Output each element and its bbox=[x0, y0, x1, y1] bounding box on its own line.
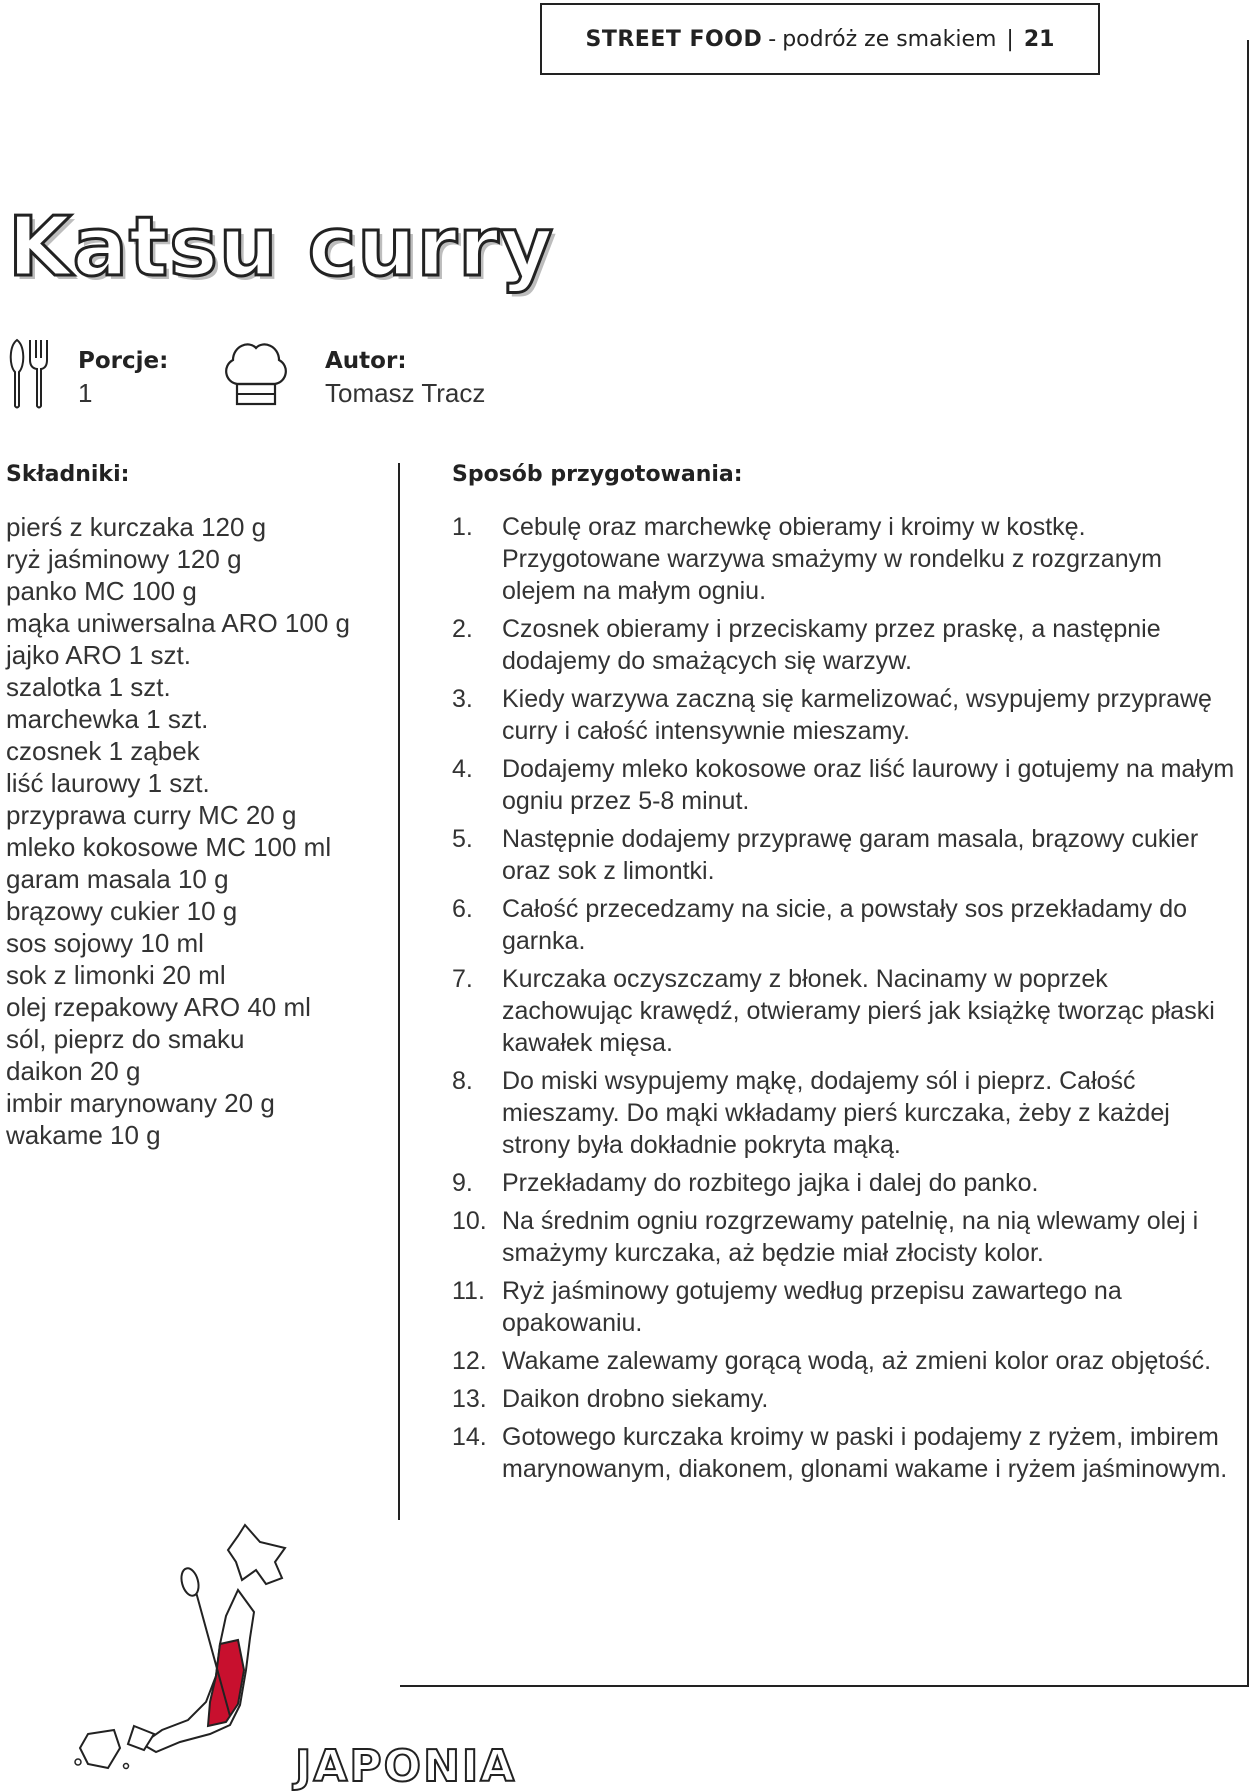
ingredient-item: liść laurowy 1 szt. bbox=[6, 768, 210, 798]
step-text: Przekładamy do rozbitego jajka i dalej do panko. bbox=[502, 1169, 1039, 1197]
step-item bbox=[452, 1421, 1237, 1485]
step-number: 5. bbox=[452, 825, 473, 853]
step-text: Dodajemy mleko kokosowe oraz liść laurowy i gotujemy na małym ogniu przez 5-8 minut. bbox=[502, 755, 1235, 815]
step-number: 3. bbox=[452, 685, 473, 713]
step-text: Na średnim ogniu rozgrzewamy patelnię, na nią wlewamy olej i smażymy kurczaka, aż będzie miał złocisty kolor. bbox=[502, 1207, 1199, 1267]
step-text: Kurczaka oczyszczamy z błonek. Nacinamy w poprzek zachowując krawędź, otwieramy pierś jak książkę tworząc płaski kawałek mięsa. bbox=[502, 965, 1215, 1057]
page-number: 21 bbox=[1023, 26, 1055, 52]
step-text: Cebulę oraz marchewkę obieramy i kroimy w kostkę. Przygotowane warzywa smażymy w rondelku z rozgrzanym olejem na małym ogniu. bbox=[502, 513, 1162, 605]
preparation-heading: Sposób przygotowania: bbox=[452, 462, 743, 487]
step-text: Ryż jaśminowy gotujemy według przepisu zawartego na opakowaniu. bbox=[502, 1277, 1122, 1337]
ingredient-item: mleko kokosowe MC 100 ml bbox=[6, 832, 332, 862]
author-label: Autor: bbox=[325, 348, 407, 374]
ingredient-item: mąka uniwersalna ARO 100 g bbox=[6, 608, 350, 638]
step-number: 11. bbox=[452, 1277, 485, 1305]
step-item bbox=[452, 613, 1237, 677]
portions-value: 1 bbox=[78, 378, 93, 408]
step-item bbox=[452, 511, 1237, 607]
step-number: 13. bbox=[452, 1385, 487, 1413]
ingredient-item: sok z limonki 20 ml bbox=[6, 960, 226, 990]
ingredient-item: ryż jaśminowy 120 g bbox=[6, 544, 242, 574]
ingredient-item: garam masala 10 g bbox=[6, 864, 229, 894]
author-value: Tomasz Tracz bbox=[325, 378, 486, 408]
step-text: Następnie dodajemy przyprawę garam masala, brązowy cukier oraz sok z limontki. bbox=[502, 825, 1199, 885]
step-number: 6. bbox=[452, 895, 473, 923]
ingredients-heading: Składniki: bbox=[6, 462, 130, 487]
ingredient-item: pierś z kurczaka 120 g bbox=[6, 512, 267, 542]
ingredients-list bbox=[6, 511, 386, 1151]
step-text: Do miski wsypujemy mąkę, dodajemy sól i pieprz. Całość mieszamy. Do mąki wkładamy pierś kurczaka, żeby z każdej strony była dokładnie pokryta mąką. bbox=[502, 1067, 1170, 1159]
cutlery-icon bbox=[8, 338, 48, 410]
ingredient-item: przyprawa curry MC 20 g bbox=[6, 800, 297, 830]
column-divider bbox=[398, 463, 400, 1520]
step-text: Kiedy warzywa zaczną się karmelizować, wsypujemy przyprawę curry i całość intensywnie mieszamy. bbox=[502, 685, 1212, 745]
step-text: Wakame zalewamy gorącą wodą, aż zmieni kolor oraz objętość. bbox=[502, 1347, 1212, 1375]
ingredient-item: szalotka 1 szt. bbox=[6, 672, 171, 702]
ingredient-item: czosnek 1 ząbek bbox=[6, 736, 200, 766]
recipe-title: Katsu curry bbox=[8, 200, 555, 295]
step-number: 4. bbox=[452, 755, 473, 783]
header-separator: - bbox=[768, 26, 777, 52]
ingredient-item: marchewka 1 szt. bbox=[6, 704, 209, 734]
step-text: Czosnek obieramy i przeciskamy przez praskę, a następnie dodajemy do smażących się warzyw. bbox=[502, 615, 1161, 675]
ingredient-item: olej rzepakowy ARO 40 ml bbox=[6, 992, 311, 1022]
page-frame-right-line bbox=[1247, 40, 1249, 1686]
step-item bbox=[452, 1065, 1237, 1161]
ingredient-item: panko MC 100 g bbox=[6, 576, 197, 606]
ingredient-item: sos sojowy 10 ml bbox=[6, 928, 204, 958]
step-item bbox=[452, 1345, 1237, 1377]
step-number: 14. bbox=[452, 1423, 487, 1451]
step-text: Gotowego kurczaka kroimy w paski i podajemy z ryżem, imbirem marynowanym, diakonem, glonami wakame i ryżem jaśminowym. bbox=[502, 1423, 1228, 1483]
page-frame-bottom-line bbox=[400, 1685, 1249, 1687]
ingredient-item: jajko ARO 1 szt. bbox=[6, 640, 191, 670]
ingredient-item: wakame 10 g bbox=[6, 1120, 161, 1150]
step-item bbox=[452, 1205, 1237, 1269]
step-number: 8. bbox=[452, 1067, 473, 1095]
step-number: 9. bbox=[452, 1169, 473, 1197]
step-item bbox=[452, 753, 1237, 817]
series-title: STREET FOOD bbox=[585, 26, 763, 52]
step-item bbox=[452, 963, 1237, 1059]
ingredient-item: sól, pieprz do smaku bbox=[6, 1024, 245, 1054]
step-item bbox=[452, 683, 1237, 747]
step-number: 1. bbox=[452, 513, 473, 541]
ingredient-item: imbir marynowany 20 g bbox=[6, 1088, 275, 1118]
header-divider: | bbox=[1006, 26, 1014, 52]
step-number: 10. bbox=[452, 1207, 487, 1235]
country-name: JAPONIA bbox=[295, 1741, 517, 1792]
step-item bbox=[452, 893, 1237, 957]
series-subtitle: podróż ze smakiem bbox=[782, 26, 997, 52]
japan-map-icon bbox=[70, 1520, 300, 1770]
portions-label: Porcje: bbox=[78, 348, 169, 374]
ingredient-item: daikon 20 g bbox=[6, 1056, 141, 1086]
step-item bbox=[452, 1275, 1237, 1339]
step-number: 12. bbox=[452, 1347, 487, 1375]
step-number: 2. bbox=[452, 615, 473, 643]
step-item bbox=[452, 1383, 1237, 1415]
step-item bbox=[452, 823, 1237, 887]
preparation-steps bbox=[452, 511, 1237, 1491]
chef-hat-icon bbox=[223, 338, 289, 410]
ingredient-item: brązowy cukier 10 g bbox=[6, 896, 238, 926]
step-number: 7. bbox=[452, 965, 473, 993]
step-item bbox=[452, 1167, 1237, 1199]
step-text: Całość przecedzamy na sicie, a powstały sos przekładamy do garnka. bbox=[502, 895, 1188, 955]
step-text: Daikon drobno siekamy. bbox=[502, 1385, 769, 1413]
running-header bbox=[540, 3, 1100, 75]
